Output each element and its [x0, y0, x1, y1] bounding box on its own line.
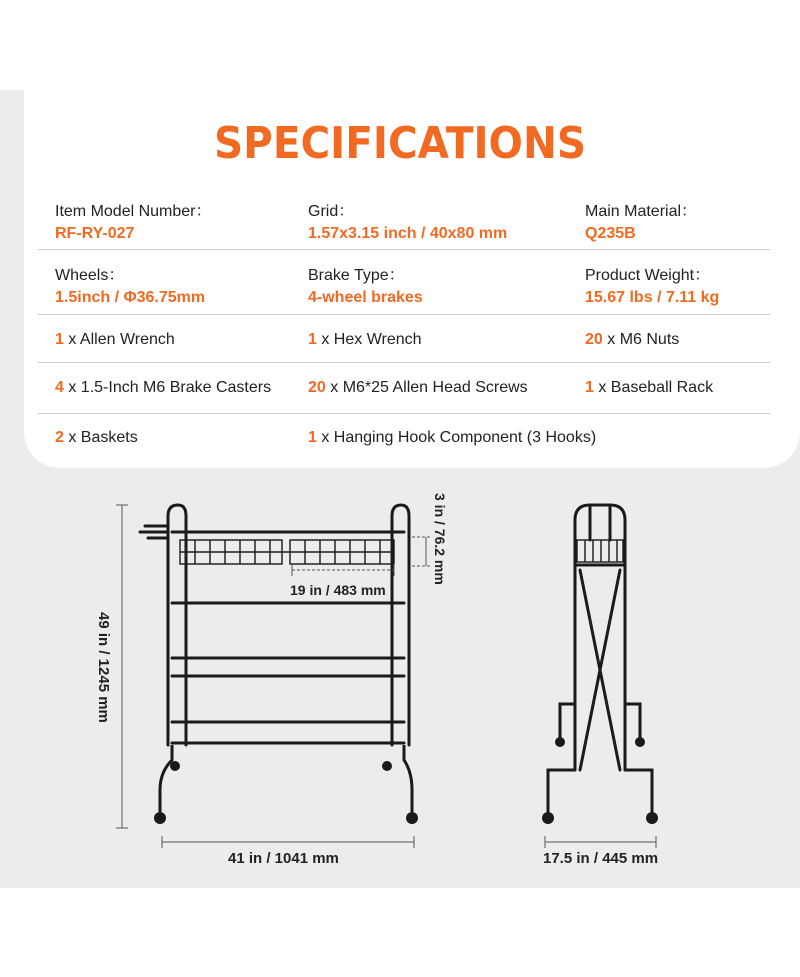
- package-qty: 4: [55, 379, 64, 396]
- dimension-basket-width: 19 in / 483 mm: [290, 582, 386, 598]
- spec-label: Grid：: [308, 203, 355, 220]
- package-text: x Hanging Hook Component (3 Hooks): [316, 429, 597, 446]
- dimension-lines: [545, 836, 656, 848]
- front-view-legs: [160, 745, 412, 812]
- spec-value: 1.5inch / Φ36.75mm: [55, 289, 206, 306]
- spec-label: Item Model Number：: [55, 203, 212, 220]
- package-text: x Allen Wrench: [63, 331, 175, 348]
- package-text: x Baskets: [63, 429, 138, 446]
- package-qty: 20: [585, 331, 603, 348]
- spec-value: 1.57x3.15 inch / 40x80 mm: [308, 225, 508, 242]
- side-view-rack: [548, 505, 652, 812]
- package-qty: 1: [585, 379, 594, 396]
- package-text: x Hex Wrench: [316, 331, 422, 348]
- package-text: x M6 Nuts: [602, 331, 680, 348]
- spec-label: Brake Type：: [308, 267, 405, 284]
- page-title: SPECIFICATIONS: [214, 118, 586, 169]
- spec-label: Product Weight：: [585, 267, 711, 284]
- package-qty: 2: [55, 429, 64, 446]
- spec-value: 15.67 lbs / 7.11 kg: [585, 289, 720, 306]
- dimension-basket-height: 3 in / 76.2 mm: [432, 493, 448, 585]
- package-text: x 1.5-Inch M6 Brake Casters: [63, 379, 272, 396]
- spec-value: RF-RY-027: [55, 225, 135, 242]
- package-text: x Baseball Rack: [593, 379, 714, 396]
- package-qty: 1: [308, 331, 317, 348]
- spec-value: 4-wheel brakes: [308, 289, 423, 306]
- spec-label: Main Material：: [585, 203, 698, 220]
- package-text: x M6*25 Allen Head Screws: [325, 379, 528, 396]
- dimension-depth: 17.5 in / 445 mm: [543, 850, 659, 867]
- dimension-height: 49 in / 1245 mm: [95, 612, 112, 723]
- package-qty: 1: [55, 331, 64, 348]
- spec-label: Wheels：: [55, 267, 125, 284]
- dimension-width: 41 in / 1041 mm: [228, 850, 339, 867]
- package-qty: 1: [308, 429, 317, 446]
- side-view-basket: [577, 540, 623, 562]
- package-qty: 20: [308, 379, 326, 396]
- caster-icon: [154, 761, 418, 824]
- front-view-baskets: [180, 540, 394, 564]
- spec-value: Q235B: [585, 225, 636, 242]
- caster-icon: [542, 737, 658, 824]
